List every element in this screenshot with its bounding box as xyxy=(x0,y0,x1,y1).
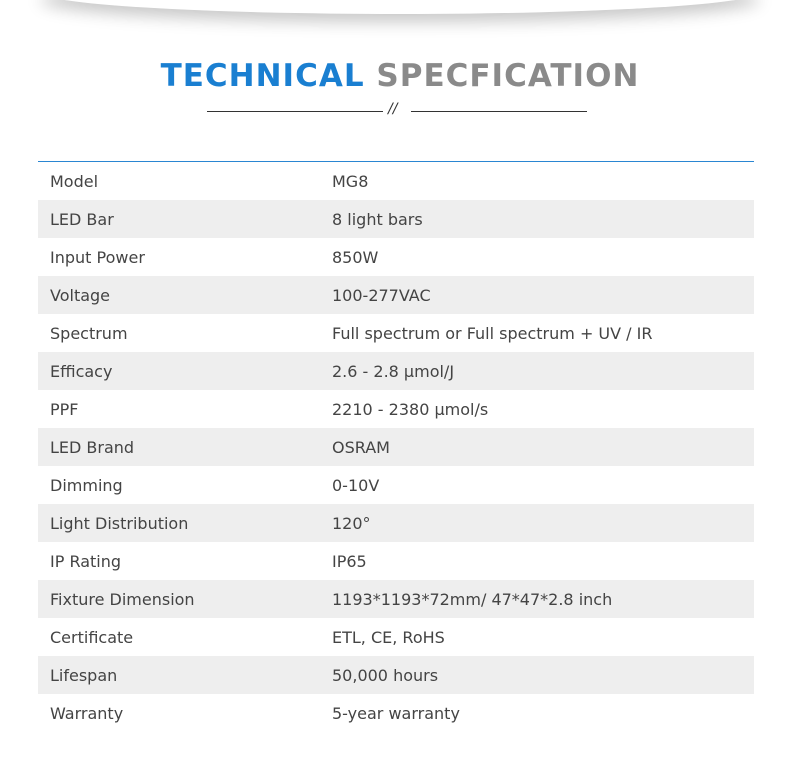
spec-row xyxy=(38,200,754,238)
section-title xyxy=(0,58,800,94)
spec-value: 850W xyxy=(332,247,379,267)
spec-label: Efficacy xyxy=(50,361,113,381)
spec-value: IP65 xyxy=(332,551,367,571)
spec-row xyxy=(38,276,754,314)
divider-line-right xyxy=(411,111,587,112)
spec-value: Full spectrum or Full spectrum + UV / IR xyxy=(332,323,653,343)
spec-value: 0-10V xyxy=(332,475,380,495)
spec-label: LED Brand xyxy=(50,437,135,457)
spec-value: OSRAM xyxy=(332,437,390,457)
spec-label: Certificate xyxy=(50,627,134,647)
spec-label: Dimming xyxy=(50,475,123,495)
spec-row xyxy=(38,466,754,504)
spec-value: ETL, CE, RoHS xyxy=(332,627,445,647)
spec-label: Voltage xyxy=(50,285,111,305)
spec-value: 5-year warranty xyxy=(332,703,460,723)
spec-row xyxy=(38,542,754,580)
spec-row xyxy=(38,694,754,732)
spec-row xyxy=(38,390,754,428)
spec-label: Warranty xyxy=(50,703,124,723)
top-shadow-banner xyxy=(40,0,760,14)
spec-value: 100-277VAC xyxy=(332,285,431,305)
spec-value: 2210 - 2380 μmol/s xyxy=(332,399,489,419)
spec-label: Spectrum xyxy=(50,323,128,343)
spec-label: LED Bar xyxy=(50,209,114,229)
title-divider xyxy=(0,103,800,119)
spec-row xyxy=(38,314,754,352)
divider-line-left xyxy=(207,111,383,112)
spec-label: Input Power xyxy=(50,247,145,267)
spec-table xyxy=(38,161,754,732)
spec-value: 2.6 - 2.8 μmol/J xyxy=(332,361,455,381)
spec-value: 120° xyxy=(332,513,371,533)
spec-row xyxy=(38,162,754,200)
spec-row xyxy=(38,504,754,542)
spec-row xyxy=(38,352,754,390)
spec-value: 8 light bars xyxy=(332,209,423,229)
title-part-technical: TECHNICAL xyxy=(160,58,365,94)
spec-label: Fixture Dimension xyxy=(50,589,195,609)
spec-label: Model xyxy=(50,171,99,191)
spec-value: 1193*1193*72mm/ 47*47*2.8 inch xyxy=(332,589,613,609)
spec-row xyxy=(38,428,754,466)
spec-label: IP Rating xyxy=(50,551,122,571)
spec-label: PPF xyxy=(50,399,79,419)
spec-label: Light Distribution xyxy=(50,513,189,533)
spec-row xyxy=(38,656,754,694)
title-part-specification: SPECFICATION xyxy=(376,58,640,94)
spec-row xyxy=(38,238,754,276)
divider-mark: // xyxy=(388,101,398,117)
spec-row xyxy=(38,580,754,618)
spec-value: MG8 xyxy=(332,171,369,191)
spec-label: Lifespan xyxy=(50,665,118,685)
spec-row xyxy=(38,618,754,656)
spec-value: 50,000 hours xyxy=(332,665,439,685)
